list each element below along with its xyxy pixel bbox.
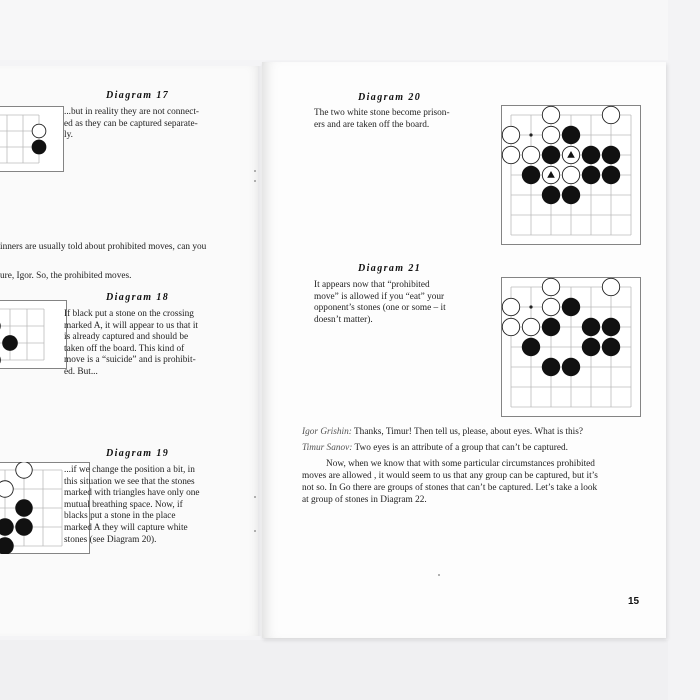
diagram-20-board [501, 105, 641, 245]
text-line: marked A, it will appear to us that it [64, 320, 199, 331]
text-line: ed. But... [64, 366, 98, 377]
text-line: move is a “suicide” and is prohibit- [64, 355, 196, 366]
binding-stitch [254, 180, 256, 182]
speaker-name: Igor Grishin: [302, 427, 352, 437]
text-line: ly. [64, 130, 73, 141]
black-stone [542, 318, 560, 336]
black-stone [582, 338, 600, 356]
board-frame [0, 107, 64, 172]
text-line: ...but in reality they are not connect- [64, 107, 200, 117]
dialogue-text: Two eyes is an attribute of a group that can’t be captured. [354, 443, 568, 453]
go-board-svg [501, 105, 641, 245]
text-line: blacks put a stone in the place [64, 511, 176, 522]
white-stone [542, 298, 559, 315]
white-stone [522, 146, 539, 163]
paragraph-line: Now, when we know that with some particular circumstances prohibited [326, 459, 595, 469]
text-line: ...if we change the position a bit, in [64, 465, 195, 475]
diagram-18-board [0, 300, 67, 369]
white-stone [542, 106, 559, 123]
text-line: opponent’s stones (one or some – it [314, 303, 446, 314]
dialogue-line-1 [302, 426, 622, 438]
text-line: The two white stone become prison- [314, 108, 450, 118]
white-stone [0, 481, 13, 497]
paragraph-line: moves are allowed , it would seem to us that any group can be captured, but it’s [302, 471, 598, 481]
diagram-19-heading: Diagram 19 [106, 448, 170, 459]
page-number: 15 [628, 596, 640, 607]
white-stone [502, 146, 519, 163]
white-stone [502, 318, 519, 335]
diagram-18-text [64, 309, 224, 379]
diagram-17-board [0, 106, 64, 172]
diagram-21-heading: Diagram 21 [358, 263, 422, 274]
table-surface-bottom [0, 640, 700, 700]
diagram-21-board [501, 277, 641, 417]
black-stone [582, 146, 600, 164]
white-stone [522, 318, 539, 335]
black-stone [562, 358, 580, 376]
black-stone [15, 518, 32, 535]
paragraph-line: not so. In Go there are groups of stones that can’t be captured. Let’s take a look [302, 483, 598, 493]
black-stone [522, 166, 540, 184]
page-speck [438, 574, 440, 576]
diagram-17-text [64, 107, 222, 142]
diagram-18-heading: Diagram 18 [106, 292, 170, 303]
table-surface-top [0, 0, 700, 60]
diagram-20-heading: Diagram 20 [358, 92, 422, 103]
white-stone [562, 166, 579, 183]
white-stone [602, 278, 619, 295]
text-line: ed as they can be captured separate- [64, 118, 198, 129]
table-surface-right [668, 0, 700, 700]
black-stone [602, 318, 620, 336]
go-board-svg [0, 300, 67, 369]
text-line: taken off the board. This kind of [64, 343, 185, 354]
black-stone [542, 146, 560, 164]
text-line: marked A they will capture white [64, 522, 188, 533]
black-stone [562, 298, 580, 316]
diagram-17-heading: Diagram 17 [106, 90, 170, 101]
text-line: stones (see Diagram 20). [64, 534, 157, 545]
cut-text-line-1: inners are usually told about prohibited moves, can you [0, 242, 207, 252]
black-stone [602, 166, 620, 184]
dialogue-line-2 [302, 442, 622, 454]
text-line: doesn’t matter). [314, 314, 373, 325]
go-board-svg [0, 106, 64, 172]
text-line: marked with triangles have only one [64, 488, 200, 499]
text-line: It appears now that “prohibited [314, 280, 430, 290]
text-line: move” is allowed if you “eat” your [314, 291, 445, 302]
black-stone [582, 318, 600, 336]
black-stone [542, 358, 560, 376]
black-stone [582, 166, 600, 184]
white-stone [542, 278, 559, 295]
point-mark [529, 133, 532, 136]
text-line: this situation we see that the stones [64, 476, 195, 487]
dialogue-block [302, 426, 622, 506]
white-stone [16, 462, 32, 478]
text-line: is already captured and should be [64, 332, 189, 343]
diagram-19-text [64, 465, 224, 546]
black-stone [562, 186, 580, 204]
binding-stitch [254, 170, 256, 172]
go-board-svg [501, 277, 641, 417]
text-line: ers and are taken off the board. [314, 119, 430, 130]
white-stone [32, 124, 46, 138]
left-page [0, 66, 262, 636]
black-stone [32, 140, 47, 155]
text-line: If black put a stone on the crossing [64, 309, 194, 319]
diagram-21-text [314, 280, 474, 326]
white-stone [542, 126, 559, 143]
black-stone [2, 335, 18, 351]
white-stone [502, 298, 519, 315]
binding-stitch [254, 496, 256, 498]
black-stone [562, 126, 580, 144]
speaker-name: Timur Sanov: [302, 443, 353, 453]
point-mark [529, 305, 532, 308]
dialogue-text: Thanks, Timur! Then tell us, please, about eyes. What is this? [354, 427, 583, 437]
black-stone [15, 499, 32, 516]
black-stone [542, 186, 560, 204]
cut-text-line-2: ure, Igor. So, the prohibited moves. [0, 271, 132, 281]
right-page [262, 62, 666, 638]
black-stone [522, 338, 540, 356]
white-stone [602, 106, 619, 123]
diagram-20-text [314, 108, 474, 131]
binding-stitch [254, 530, 256, 532]
white-stone [502, 126, 519, 143]
text-line: mutual breathing space. Now, if [64, 499, 183, 510]
paragraph-line: at group of stones in Diagram 22. [302, 495, 427, 505]
black-stone [602, 338, 620, 356]
black-stone [602, 146, 620, 164]
